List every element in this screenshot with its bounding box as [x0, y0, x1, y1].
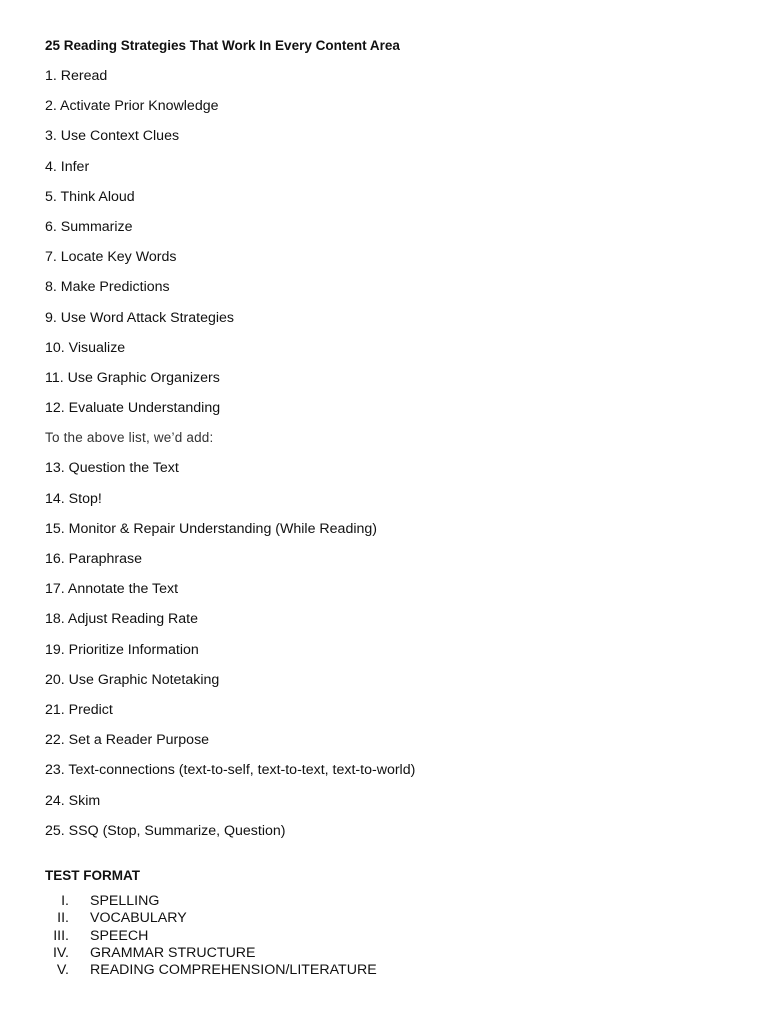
test-format-list: [45, 893, 735, 980]
strategy-list-part1: [45, 66, 735, 428]
test-format-label: SPEECH: [90, 927, 149, 944]
list-item: 4. Infer: [45, 158, 90, 175]
list-item: 10. Visualize: [45, 339, 126, 356]
test-format-item: [45, 910, 735, 927]
list-item: 21. Predict: [45, 701, 113, 718]
list-item: 23. Text-connections (text-to-self, text-to-text, text-to-world): [45, 762, 416, 779]
roman-numeral: II.: [57, 910, 69, 927]
test-format-label: SPELLING: [90, 892, 160, 909]
test-format-item: [45, 945, 735, 962]
test-format-label: READING COMPREHENSION/LITERATURE: [90, 962, 377, 979]
list-item: 12. Evaluate Understanding: [45, 400, 221, 417]
list-item: 18. Adjust Reading Rate: [45, 611, 199, 628]
list-item: 11. Use Graphic Organizers: [45, 369, 220, 386]
list-item: 6. Summarize: [45, 218, 133, 235]
list-item: 25. SSQ (Stop, Summarize, Question): [45, 822, 286, 839]
list-item: 2. Activate Prior Knowledge: [45, 98, 219, 115]
test-format-item: [45, 928, 735, 945]
list-item: 8. Make Predictions: [45, 279, 170, 296]
list-item: 20. Use Graphic Notetaking: [45, 671, 220, 688]
list-item: 9. Use Word Attack Strategies: [45, 309, 234, 326]
list-item: 24. Skim: [45, 792, 101, 809]
document-content: [45, 36, 735, 980]
list-item: 16. Paraphrase: [45, 551, 143, 567]
strategy-list-part2: [45, 458, 735, 850]
list-note: To the above list, we’d add:: [45, 430, 214, 446]
roman-numeral: I.: [61, 892, 69, 909]
roman-numeral: IV.: [52, 945, 69, 962]
list-item: 17. Annotate the Text: [45, 581, 179, 598]
list-item: 7. Locate Key Words: [45, 249, 177, 266]
list-item: 15. Monitor & Repair Understanding (While Reading): [45, 520, 377, 537]
test-format-heading: TEST FORMAT: [45, 867, 140, 883]
test-format-label: VOCABULARY: [90, 910, 187, 927]
list-item: 5. Think Aloud: [45, 188, 135, 205]
document-title: 25 Reading Strategies That Work In Every Content Area: [45, 38, 400, 53]
list-item: 22. Set a Reader Purpose: [45, 732, 210, 749]
test-format-item: [45, 962, 735, 979]
test-format-item: [45, 893, 735, 910]
list-item: 19. Prioritize Information: [45, 641, 199, 658]
list-item: 13. Question the Text: [45, 460, 179, 477]
list-item: 3. Use Context Clues: [45, 128, 180, 145]
roman-numeral: III.: [53, 927, 69, 944]
test-format-label: GRAMMAR STRUCTURE: [90, 945, 256, 962]
roman-numeral: V.: [56, 962, 69, 979]
list-item: 1. Reread: [45, 68, 108, 84]
list-item: 14. Stop!: [45, 490, 102, 507]
